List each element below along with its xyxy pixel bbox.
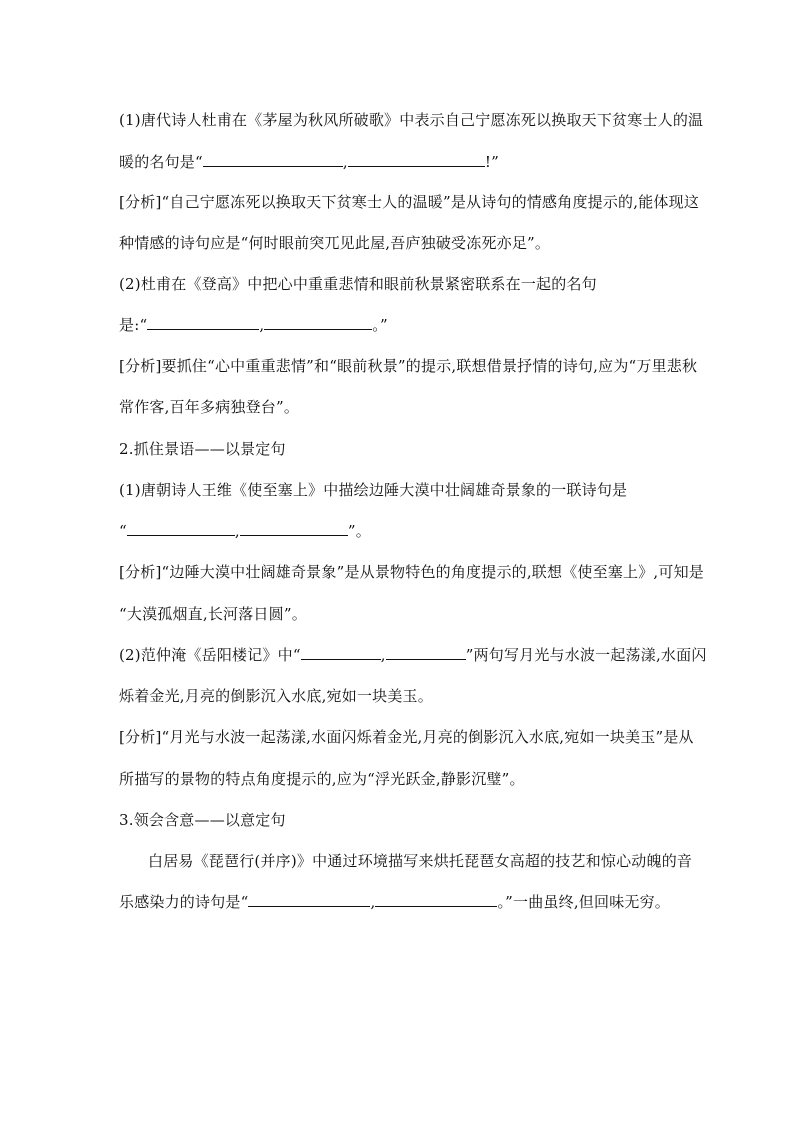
answer-blank[interactable] <box>240 521 348 536</box>
text-segment: !” <box>484 153 499 171</box>
section-heading: 3.领会含意——以意定句 <box>119 811 286 829</box>
analysis-line: [分析]“自己宁愿冻死以换取天下贫寒士人的温暖”是从诗句的情感角度提示的,能体现这 <box>119 193 700 211</box>
text-line: “大漠孤烟直,长河落日圆”。 <box>119 605 307 623</box>
text-line: (1)唐朝诗人王维《使至塞上》中描绘边陲大漠中壮阔雄奇景象的一联诗句是 <box>119 481 628 499</box>
text-line-with-blanks <box>119 645 707 665</box>
text-segment: 暖的名句是“ <box>119 153 203 171</box>
analysis-line: [分析]要抓住“心中重重悲情”和“眼前秋景”的提示,联想借景抒情的诗句,应为“万里悲秋 <box>119 357 698 375</box>
text-line: 种情感的诗句应是“何时眼前突兀见此屋,吾庐独破受冻死亦足”。 <box>119 234 551 252</box>
text-line: 所描写的景物的特点角度提示的,应为“浮光跃金,静影沉璧”。 <box>119 770 525 788</box>
text-line-with-blanks <box>119 521 371 541</box>
text-segment: 是:“ <box>119 316 148 334</box>
text-segment: , <box>259 316 265 334</box>
text-segment: (2)范仲淹《岳阳楼记》中“ <box>119 646 301 664</box>
text-line: 白居易《琵琶行(并序)》中通过环境描写来烘托琵琶女高超的技艺和惊心动魄的音 <box>148 852 693 870</box>
text-line-with-blanks <box>119 315 388 335</box>
text-segment: ”。 <box>347 522 371 540</box>
text-segment: 。” <box>372 316 388 334</box>
answer-blank[interactable] <box>386 645 466 660</box>
answer-blank[interactable] <box>348 152 485 167</box>
analysis-line: [分析]“月光与水波一起荡漾,水面闪烁着金光,月亮的倒影沉入水底,宛如一块美玉”是从 <box>119 728 694 746</box>
answer-blank[interactable] <box>301 645 381 660</box>
analysis-line: [分析]“边陲大漠中壮阔雄奇景象”是从景物特色的角度提示的,联想《使至塞上》,可知是 <box>119 563 704 581</box>
text-line: (2)杜甫在《登高》中把心中重重悲情和眼前秋景紧密联系在一起的名句 <box>119 275 597 293</box>
text-segment: 乐感染力的诗句是“ <box>119 893 249 911</box>
text-segment: , <box>234 522 240 540</box>
answer-blank[interactable] <box>127 521 235 536</box>
text-segment: ”两句写月光与水波一起荡漾,水面闪 <box>465 646 707 664</box>
text-segment: 。”一曲虽终,但回味无穷。 <box>497 893 670 911</box>
text-segment: , <box>342 153 348 171</box>
text-line: 烁着金光,月亮的倒影沉入水底,宛如一块美玉。 <box>119 687 433 705</box>
text-line: 常作客,百年多病独登台”。 <box>119 398 300 416</box>
text-line: (1)唐代诗人杜甫在《茅屋为秋风所破歌》中表示自己宁愿冻死以换取天下贫寒士人的温 <box>119 111 704 129</box>
answer-blank[interactable] <box>264 315 372 330</box>
text-line-with-blanks <box>119 152 499 172</box>
text-line-with-blanks <box>119 892 670 912</box>
answer-blank[interactable] <box>248 892 370 907</box>
section-heading: 2.抓住景语——以景定句 <box>119 440 286 458</box>
answer-blank[interactable] <box>147 315 259 330</box>
text-segment: , <box>380 646 386 664</box>
text-segment: , <box>370 893 376 911</box>
answer-blank[interactable] <box>375 892 497 907</box>
text-segment: “ <box>119 522 127 540</box>
answer-blank[interactable] <box>203 152 343 167</box>
